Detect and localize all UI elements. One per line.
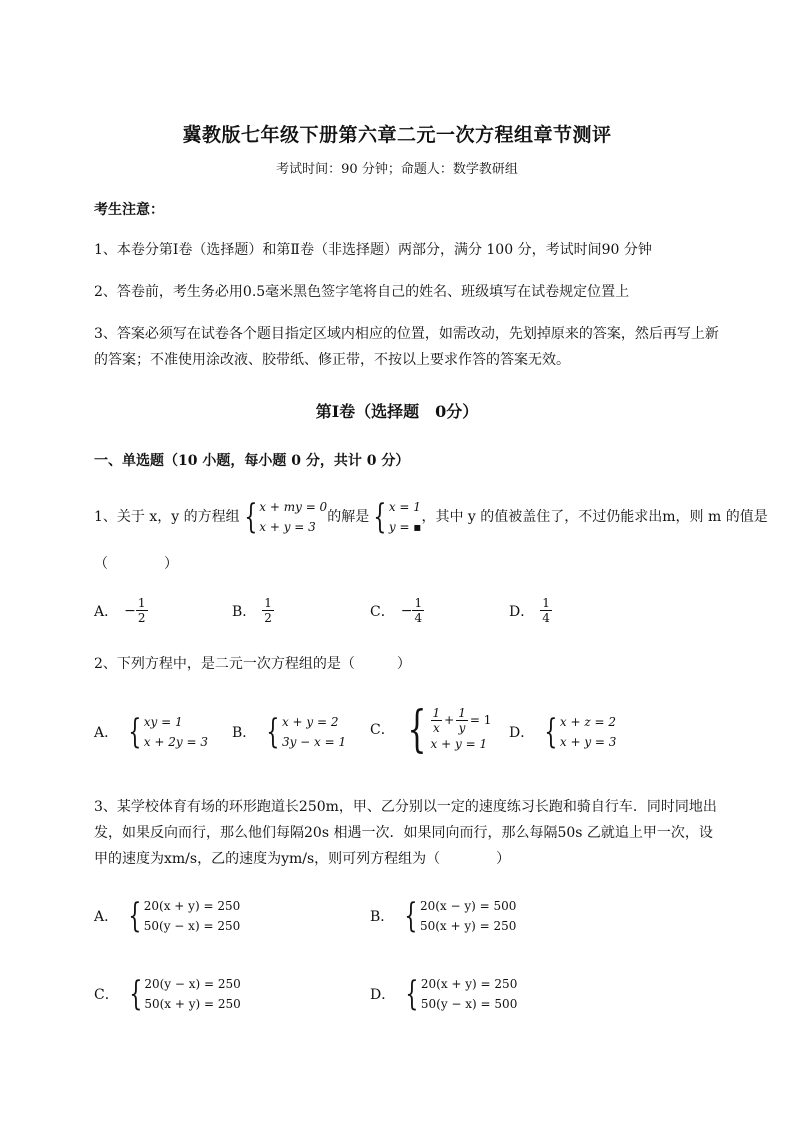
brace-icon: { [373,497,387,537]
brace-icon: { [129,974,143,1014]
q1-suffix: ，其中 y 的值被盖住了，不过仍能求出m，则 m 的值是 [421,509,768,525]
q1-prefix: 1、关于 x，y 的方程组 [94,509,240,525]
question-1-stem [94,497,768,537]
fraction: $\frac{1}{4}$ [542,596,550,625]
equation: y = ▪ [388,520,422,534]
fraction: $\frac{1}{2}$ [264,596,272,625]
fraction: $\frac{1}{x}$ [432,705,441,735]
question-3-stem: 甲的速度为xm/s，乙的速度为ym/s，则可列方程组为（ ） [94,851,511,867]
fraction: $\frac{1}{4}$ [414,596,423,625]
q1-answer-paren: （ ） [94,556,178,572]
brace-icon: { [407,700,427,758]
equation: x + y = 3 [259,520,316,534]
q3-option-d[interactable]: D． { 20(x + y) = 250 50(y − x) = 500 [370,974,518,1014]
notice-item: 3、答案必须写在试卷各个题目指定区域内相应的位置，如需改动，先划掉原来的答案，然后再写上新 [94,326,719,342]
question-3-stem: 发，如果反向而行，那么他们每隔20s 相遇一次．如果同向而行，那么每隔50s 乙就追上甲一次，设 [94,825,713,841]
brace-icon: { [128,712,142,752]
q3-option-c[interactable]: C． { 20(y − x) = 250 50(x + y) = 250 [94,974,241,1014]
q3-option-a[interactable]: A． { 20(x + y) = 250 50(y − x) = 250 [94,896,241,936]
equation: x = 1 [388,500,421,514]
question-3-stem: 3、某学校体育有场的环形跑道长250m，甲、乙分别以一定的速度练习长跑和骑自行车．同时同地出 [94,799,717,815]
q1-option-b[interactable]: B． $\frac{1}{2}$ [232,596,272,625]
q1-option-a[interactable]: A． − $\frac{1}{2}$ [94,596,146,625]
page-title: 冀教版七年级下册第六章二元一次方程组章节测评 [182,124,612,146]
brace-icon: { [128,896,142,936]
brace-icon: { [405,974,419,1014]
q2-option-c[interactable]: C． { $\frac{1}{x}$ + $\frac{1}{y}$ = 1 x + y = 1 [370,700,492,758]
brace-icon: { [544,712,558,752]
q1-system-1 [240,497,328,537]
q1-option-c[interactable]: C． − $\frac{1}{4}$ [370,596,423,625]
fraction: $\frac{1}{2}$ [137,596,146,625]
equation: x + my = 0 [259,500,328,514]
notice-item: 1、本卷分第Ⅰ卷（选择题）和第Ⅱ卷（非选择题）两部分，满分 100 分，考试时间90 分钟 [94,242,652,258]
q1-mid: 的解是 [327,509,370,525]
part-heading: 一、单选题（10 小题，每小题 0 分，共计 0 分） [94,453,410,469]
brace-icon: { [266,712,280,752]
notice-heading: 考生注意： [94,202,164,218]
q1-option-d[interactable]: D． $\frac{1}{4}$ [509,596,550,625]
q2-option-b[interactable]: B． { x + y = 2 3y − x = 1 [232,712,347,752]
page-subtitle: 考试时间：90 分钟；命题人：数学教研组 [276,162,518,177]
section-title: 第Ⅰ卷（选择题 0分） [315,402,479,421]
brace-icon: { [404,896,418,936]
q3-option-b[interactable]: B． { 20(x − y) = 500 50(x + y) = 250 [370,896,517,936]
brace-icon: { [243,497,257,537]
q1-system-2 [369,497,421,537]
q2-option-a[interactable]: A． { xy = 1 x + 2y = 3 [94,712,208,752]
q2-option-d[interactable]: D． { x + z = 2 x + y = 3 [509,712,617,752]
fraction: $\frac{1}{y}$ [458,705,466,735]
notice-item: 的答案；不准使用涂改液、胶带纸、修正带，不按以上要求作答的答案无效。 [94,352,570,368]
question-2-stem: 2、下列方程中，是二元一次方程组的是（ ） [94,656,411,672]
notice-item: 2、答卷前，考生务必用0.5毫米黑色签字笔将自己的姓名、班级填写在试卷规定位置上 [94,284,630,300]
